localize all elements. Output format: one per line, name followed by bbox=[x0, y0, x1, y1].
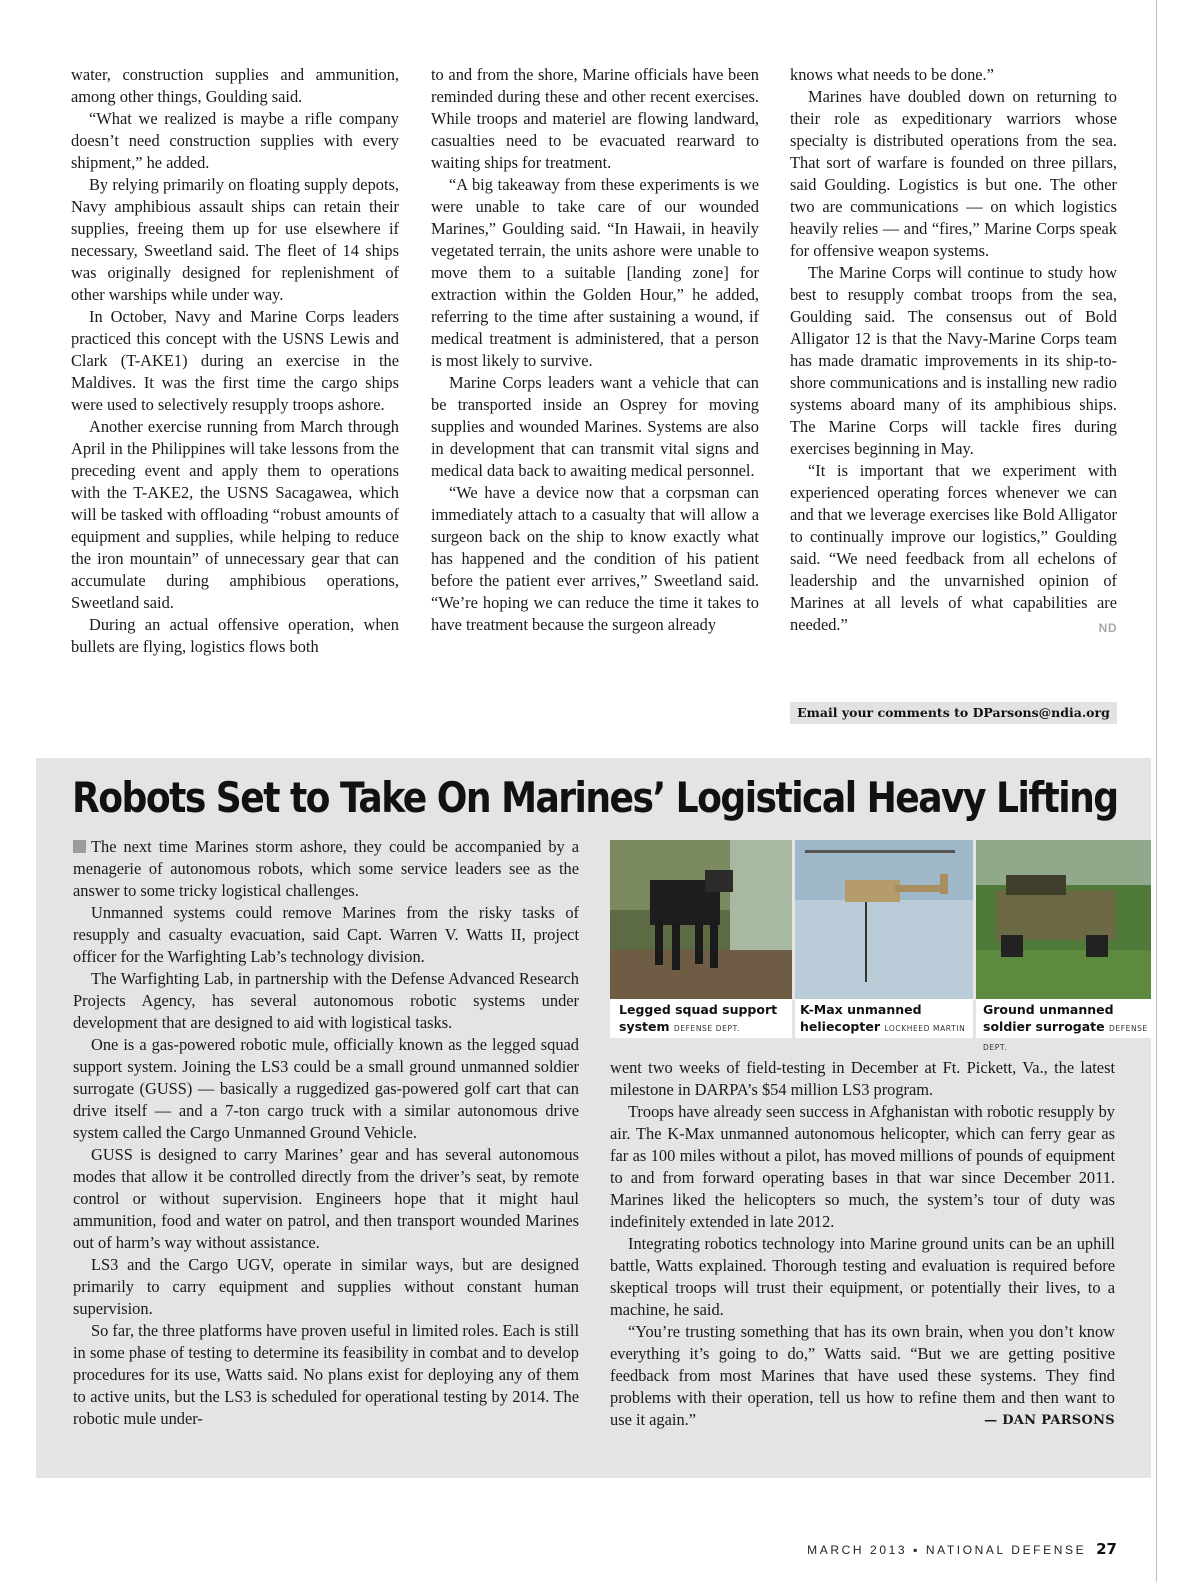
article-paragraph: By relying primarily on floating supply depots, Navy amphibious assault ships can retain their supplies, freeing them up for use elsewhere if necessary, Sweetland said. The fleet of 14 ships was originally designed for replenishment of other warships while under way. bbox=[71, 175, 399, 304]
article-paragraph: “What we realized is maybe a rifle company doesn’t need construction supplies with every shipment,” he added. bbox=[71, 109, 399, 172]
sidebar-paragraph: GUSS is designed to carry Marines’ gear and has several autonomous modes that allow it be controlled directly from the driver’s seat, by remote control or without supervision. Engineers hope that it might haul ammunition, food and water on patrol, and then transport wounded Marines out of harm’s way without assistance. bbox=[73, 1145, 579, 1252]
email-comments-box bbox=[790, 702, 1117, 724]
article-paragraph: Marine Corps leaders want a vehicle that can be transported inside an Osprey for moving supplies and wounded Marines. Systems are also in development that can transmit vital signs and medical data back to awaiting medical personnel. bbox=[431, 373, 759, 480]
sidebar-paragraph: The Warfighting Lab, in partnership with the Defense Advanced Research Projects Agency, has several autonomous robotic systems under development that are designed to aid with logistical tasks. bbox=[73, 969, 579, 1032]
sidebar-paragraph bbox=[73, 836, 579, 902]
article-paragraph: “A big takeaway from these experiments is we were unable to take care of our wounded Marines,” Goulding said. “In Hawaii, in heavily vegetated terrain, the units ashore were unable to move them to a suitable [landing zone] for extraction within the Golden Hour,” he added, referring to the time after sustaining a wound, if medical treatment is administered, that a person is most likely to survive. bbox=[431, 175, 759, 370]
article-paragraph: The Marine Corps will continue to study how best to resupply combat troops from the sea, Goulding said. The consensus out of Bold Alligator 12 is that the Navy-Marine Corps team has made dramatic improvements in its ship-to-shore communications and is installing new radio systems aboard many of its amphibious ships. The Marine Corps will tackle fires during exercises beginning in May. bbox=[790, 263, 1117, 458]
caption-text: Legged squad support system bbox=[619, 1002, 778, 1034]
sidebar-paragraph-last bbox=[610, 1321, 1115, 1431]
sidebar-lead-text: The next time Marines storm ashore, they could be accompanied by a menagerie of autonomous robots, which some service leaders see as the answer to some tricky logistical challenges. bbox=[73, 837, 579, 900]
robot-mule-image bbox=[610, 840, 792, 1000]
article-paragraph: Another exercise running from March through April in the Philippines will take lessons from the preceding event and apply them to operations with the T-AKE2, the USNS Sacagawea, which will be tasked with offloading “robust amounts of equipment and supplies, while helping to reduce the iron mountain” of unnecessary gear that can accumulate during amphibious operations, Sweetland said. bbox=[71, 417, 399, 612]
byline: — DAN PARSONS bbox=[984, 1413, 1115, 1428]
sidebar-paragraph: One is a gas-powered robotic mule, officially known as the legged squad support system. Joining the LS3 could be a small ground unmanned soldier surrogate (GUSS) — basically a ruggedized gas-powered golf cart that can drive itself — and a 7-ton cargo truck with a similar autonomous drive system called the Cargo Unmanned Ground Vehicle. bbox=[73, 1035, 579, 1142]
sidebar-paragraph: LS3 and the Cargo UGV, operate in similar ways, but are designed primarily to carry equipment and supplies without constant human supervision. bbox=[73, 1255, 579, 1318]
guss-vehicle-image bbox=[976, 840, 1151, 1000]
helicopter-image bbox=[795, 840, 973, 1000]
end-mark: ND bbox=[1098, 621, 1117, 635]
photo-caption bbox=[976, 999, 1151, 1052]
photo-caption bbox=[610, 999, 792, 1038]
article-column-3 bbox=[790, 64, 1117, 639]
article-paragraph: “We have a device now that a corpsman can immediately attach to a casualty that will allow a surgeon back on the ship to know exactly what has happened and the condition of his patient before the patient ever arrives,” Sweetland said. “We’re hoping we can reduce the time it takes to have treatment because the surgeon already bbox=[431, 483, 759, 634]
article-paragraph: knows what needs to be done.” bbox=[790, 65, 994, 84]
article-paragraph-text: “It is important that we experiment with experienced operating forces whenever we can and that we leverage exercises like Bold Alligator to continually improve our logistics,” Goulding said. “We need feedback from all echelons of leadership and the unvarnished opinion of Marines at all levels of what capabilities are needed.” bbox=[790, 461, 1117, 634]
article-paragraph: to and from the shore, Marine officials have been reminded during these and other recent exercises. While troops and materiel are flowing landward, casualties need to be evacuated rearward to waiting ships for treatment. bbox=[431, 65, 759, 172]
email-link[interactable]: DParsons@ndia.org bbox=[972, 705, 1110, 720]
sidebar-headline: Robots Set to Take On Marines’ Logistical Heavy Lifting bbox=[72, 773, 1118, 822]
article-paragraph: During an actual offensive operation, when bullets are flying, logistics flows both bbox=[71, 615, 399, 656]
sidebar-paragraph: went two weeks of field-testing in December at Ft. Pickett, Va., the latest milestone in DARPA’s $54 million LS3 program. bbox=[610, 1058, 1115, 1099]
sidebar-paragraph: Unmanned systems could remove Marines from the risky tasks of resupply and casualty evacuation, said Capt. Warren V. Watts II, project officer for the Warfighting Lab’s technology division. bbox=[73, 903, 579, 966]
article-column-1 bbox=[71, 64, 399, 658]
photo-credit: LOCKHEED MARTIN bbox=[884, 1024, 966, 1033]
email-prefix: Email your comments to bbox=[797, 705, 973, 720]
sidebar-paragraph: So far, the three platforms have proven useful in limited roles. Each is still in some phase of testing to determine its feasibility in combat and to develop procedures for its use, Watts said. No plans exist for deploying any of them to active units, but the LS3 is scheduled for operational testing by 2014. The robotic mule under- bbox=[73, 1321, 579, 1428]
page-footer bbox=[700, 1540, 1117, 1558]
article-paragraph-last bbox=[790, 460, 1117, 636]
photo-guss-vehicle bbox=[976, 840, 1151, 1000]
caption-text: K-Max unmanned heliecopter bbox=[800, 1002, 922, 1034]
photo-legged-squad-support bbox=[610, 840, 792, 1000]
sidebar-paragraph-text: “You’re trusting something that has its own brain, when you don’t know everything it’s going to do,” Watts said. “But we are getting positive feedback from most Marines that have used these systems. They find problems with their operation, tell us how to refine them and then want to use it again.” bbox=[610, 1322, 1115, 1429]
photo-credit: DEFENSE DEPT. bbox=[673, 1024, 740, 1033]
footer-issue: MARCH 2013 bbox=[807, 1543, 908, 1557]
photo-kmax-helicopter bbox=[795, 840, 973, 1000]
footer-separator: ▪ bbox=[913, 1543, 920, 1557]
sidebar-paragraph: Troops have already seen success in Afghanistan with robotic resupply by air. The K-Max unmanned autonomous helicopter, which can ferry gear as far as 100 miles without a pilot, has moved millions of pounds of equipment to and from forward operating bases in that war since December 2011. Marines liked the helicopters so much, the system’s tour of duty was indefinitely extended in late 2012. bbox=[610, 1102, 1115, 1231]
photo-credit: DEFENSE DEPT. bbox=[983, 1024, 1148, 1052]
caption-text: Ground unmanned soldier surrogate bbox=[983, 1002, 1114, 1034]
page-edge-rule bbox=[1156, 0, 1157, 1582]
sidebar-column-left bbox=[73, 836, 579, 1430]
footer-publication: NATIONAL DEFENSE bbox=[925, 1543, 1087, 1557]
photo-caption bbox=[795, 999, 973, 1038]
article-paragraph: water, construction supplies and ammunition, among other things, Goulding said. bbox=[71, 65, 399, 106]
lead-square-icon bbox=[73, 840, 86, 853]
sidebar-column-right bbox=[610, 1057, 1115, 1432]
sidebar-paragraph: Integrating robotics technology into Marine ground units can be an uphill battle, Watts explained. Thorough testing and evaluation is required before skeptical troops will trust their equipment, or potentially their lives, to a machine, he said. bbox=[610, 1234, 1115, 1319]
article-paragraph: Marines have doubled down on returning to their role as expeditionary warriors whose specialty is distributed operations from the sea. That sort of warfare is founded on three pillars, said Goulding. Logistics is but one. The other two are communications — on which logistics heavily relies — and “fires,” Marine Corps speak for offensive weapon systems. bbox=[790, 87, 1117, 260]
page-number: 27 bbox=[1096, 1540, 1117, 1558]
article-column-2 bbox=[431, 64, 759, 636]
article-paragraph: In October, Navy and Marine Corps leaders practiced this concept with the USNS Lewis and Clark (T-AKE1) during an exercise in the Maldives. It was the first time the cargo ships were used to selectively resupply troops ashore. bbox=[71, 307, 399, 414]
